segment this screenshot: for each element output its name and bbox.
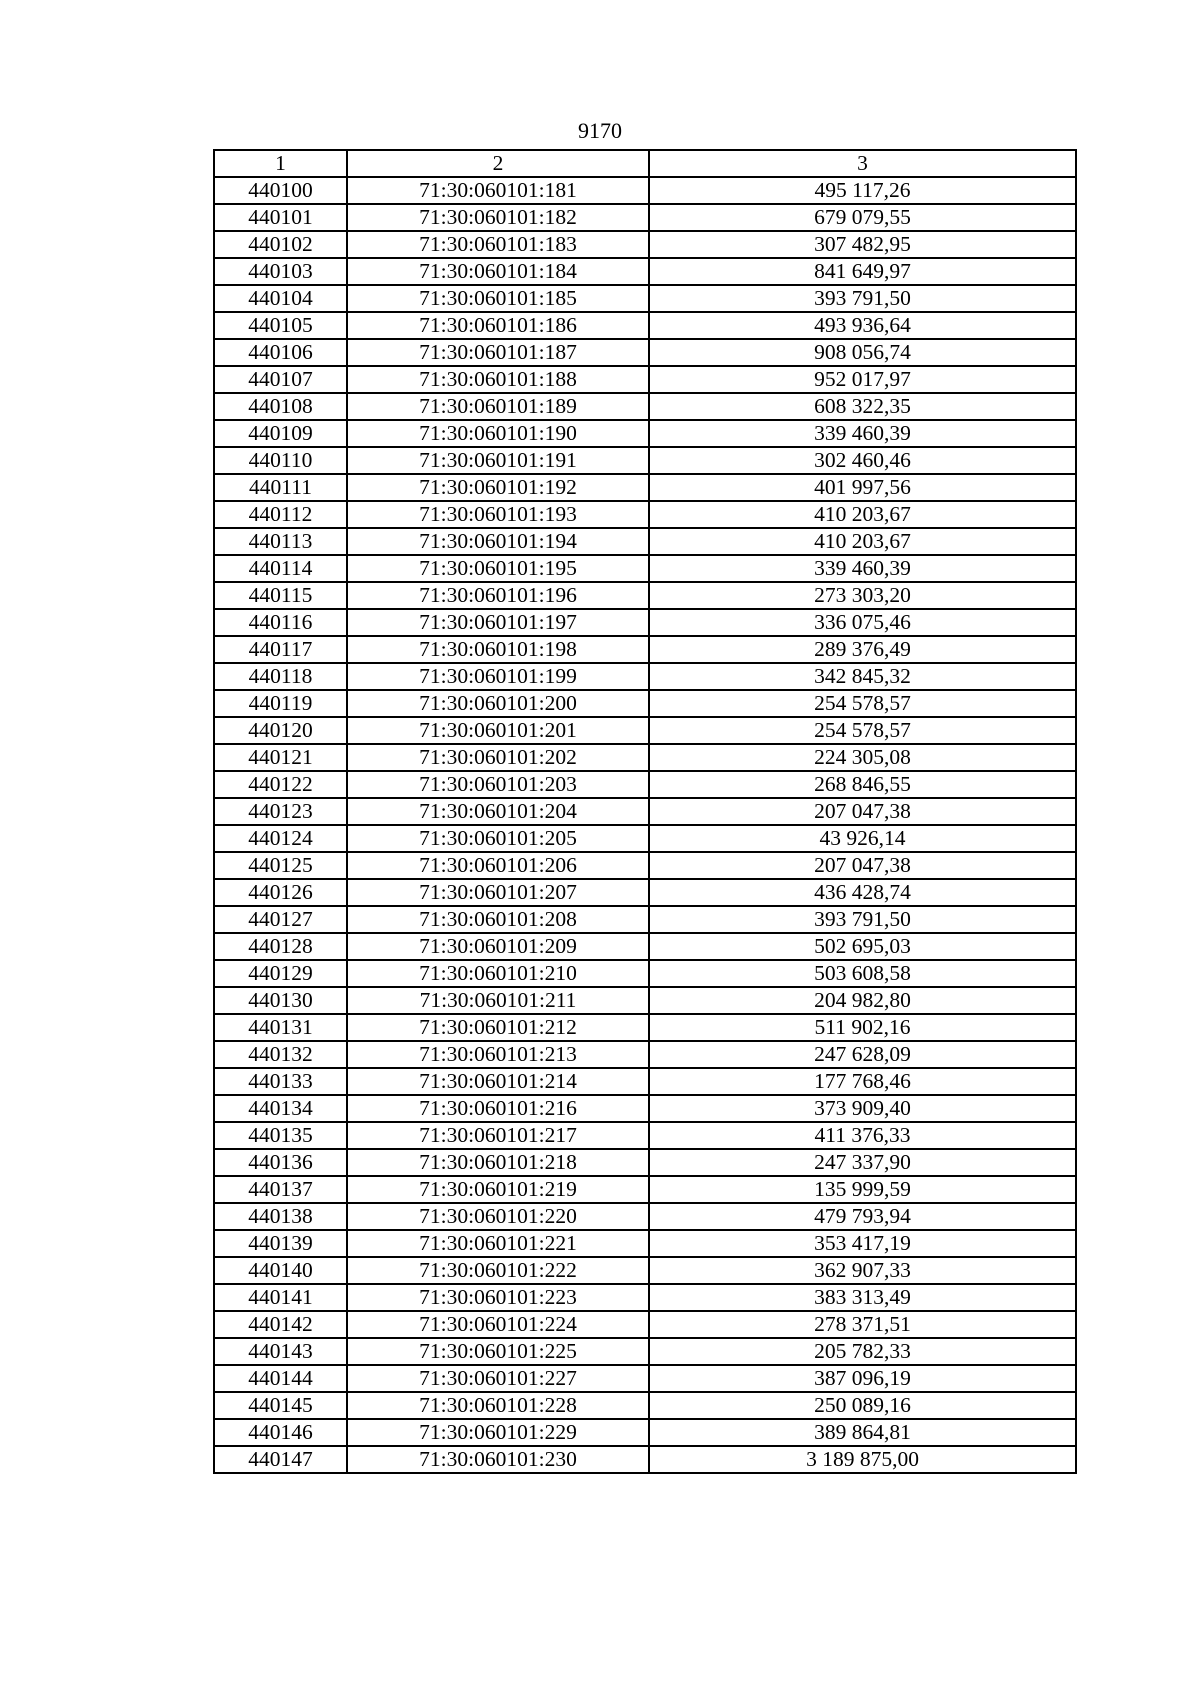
row-number-cell: 440127 (214, 906, 347, 933)
value-cell: 401 997,56 (649, 474, 1076, 501)
value-cell: 387 096,19 (649, 1365, 1076, 1392)
table-row (214, 312, 1076, 339)
value-cell: 273 303,20 (649, 582, 1076, 609)
page-number (0, 117, 1200, 145)
cadastral-number-cell: 71:30:060101:193 (347, 501, 649, 528)
table-row (214, 690, 1076, 717)
cadastral-number-cell: 71:30:060101:191 (347, 447, 649, 474)
table-row (214, 1311, 1076, 1338)
row-number-cell: 440144 (214, 1365, 347, 1392)
row-number-cell: 440107 (214, 366, 347, 393)
row-number-cell: 440104 (214, 285, 347, 312)
value-cell: 502 695,03 (649, 933, 1076, 960)
value-cell: 302 460,46 (649, 447, 1076, 474)
row-number-cell: 440115 (214, 582, 347, 609)
table-row (214, 1122, 1076, 1149)
cadastral-number-cell: 71:30:060101:211 (347, 987, 649, 1014)
table-row (214, 231, 1076, 258)
value-cell: 908 056,74 (649, 339, 1076, 366)
row-number-cell: 440105 (214, 312, 347, 339)
cadastral-number-cell: 71:30:060101:190 (347, 420, 649, 447)
table-row (214, 1095, 1076, 1122)
cadastral-number-cell: 71:30:060101:223 (347, 1284, 649, 1311)
row-number-cell: 440147 (214, 1446, 347, 1473)
value-cell: 207 047,38 (649, 798, 1076, 825)
row-number-cell: 440110 (214, 447, 347, 474)
row-number-cell: 440111 (214, 474, 347, 501)
table-row (214, 1284, 1076, 1311)
value-cell: 254 578,57 (649, 690, 1076, 717)
row-number-cell: 440133 (214, 1068, 347, 1095)
cadastral-number-cell: 71:30:060101:222 (347, 1257, 649, 1284)
value-cell: 3 189 875,00 (649, 1446, 1076, 1473)
table-row (214, 1230, 1076, 1257)
value-cell: 268 846,55 (649, 771, 1076, 798)
table-row (214, 447, 1076, 474)
cadastral-number-cell: 71:30:060101:196 (347, 582, 649, 609)
table-row (214, 1014, 1076, 1041)
value-cell: 495 117,26 (649, 177, 1076, 204)
table-row (214, 1446, 1076, 1473)
value-cell: 679 079,55 (649, 204, 1076, 231)
cadastral-number-cell: 71:30:060101:227 (347, 1365, 649, 1392)
row-number-cell: 440142 (214, 1311, 347, 1338)
table-row (214, 177, 1076, 204)
value-cell: 43 926,14 (649, 825, 1076, 852)
row-number-cell: 440112 (214, 501, 347, 528)
value-cell: 177 768,46 (649, 1068, 1076, 1095)
table-row (214, 1203, 1076, 1230)
row-number-cell: 440103 (214, 258, 347, 285)
cadastral-number-cell: 71:30:060101:212 (347, 1014, 649, 1041)
cadastral-number-cell: 71:30:060101:214 (347, 1068, 649, 1095)
table-row (214, 501, 1076, 528)
value-cell: 135 999,59 (649, 1176, 1076, 1203)
cadastral-number-cell: 71:30:060101:204 (347, 798, 649, 825)
value-cell: 436 428,74 (649, 879, 1076, 906)
cadastral-number-cell: 71:30:060101:205 (347, 825, 649, 852)
row-number-cell: 440125 (214, 852, 347, 879)
value-cell: 250 089,16 (649, 1392, 1076, 1419)
table-row (214, 609, 1076, 636)
table-row (214, 258, 1076, 285)
table-row (214, 663, 1076, 690)
table-row (214, 555, 1076, 582)
table-row (214, 1419, 1076, 1446)
table-row (214, 474, 1076, 501)
table-row (214, 204, 1076, 231)
value-cell: 608 322,35 (649, 393, 1076, 420)
cadastral-number-cell: 71:30:060101:229 (347, 1419, 649, 1446)
row-number-cell: 440135 (214, 1122, 347, 1149)
row-number-cell: 440145 (214, 1392, 347, 1419)
cadastral-number-cell: 71:30:060101:187 (347, 339, 649, 366)
value-cell: 339 460,39 (649, 555, 1076, 582)
value-cell: 411 376,33 (649, 1122, 1076, 1149)
value-cell: 952 017,97 (649, 366, 1076, 393)
row-number-cell: 440138 (214, 1203, 347, 1230)
data-table (213, 149, 1077, 1474)
cadastral-number-cell: 71:30:060101:197 (347, 609, 649, 636)
row-number-cell: 440124 (214, 825, 347, 852)
value-cell: 373 909,40 (649, 1095, 1076, 1122)
cadastral-number-cell: 71:30:060101:221 (347, 1230, 649, 1257)
table-row (214, 933, 1076, 960)
table-row (214, 636, 1076, 663)
table-row (214, 825, 1076, 852)
table-header (214, 150, 1076, 177)
table-row (214, 393, 1076, 420)
value-cell: 342 845,32 (649, 663, 1076, 690)
table-row (214, 960, 1076, 987)
table-row (214, 1392, 1076, 1419)
value-cell: 353 417,19 (649, 1230, 1076, 1257)
table-body (214, 177, 1076, 1473)
cadastral-number-cell: 71:30:060101:181 (347, 177, 649, 204)
row-number-cell: 440122 (214, 771, 347, 798)
value-cell: 362 907,33 (649, 1257, 1076, 1284)
row-number-cell: 440141 (214, 1284, 347, 1311)
value-cell: 393 791,50 (649, 906, 1076, 933)
cadastral-number-cell: 71:30:060101:224 (347, 1311, 649, 1338)
cadastral-number-cell: 71:30:060101:217 (347, 1122, 649, 1149)
cadastral-number-cell: 71:30:060101:194 (347, 528, 649, 555)
cadastral-number-cell: 71:30:060101:195 (347, 555, 649, 582)
value-cell: 511 902,16 (649, 1014, 1076, 1041)
cadastral-number-cell: 71:30:060101:208 (347, 906, 649, 933)
row-number-cell: 440139 (214, 1230, 347, 1257)
cadastral-number-cell: 71:30:060101:200 (347, 690, 649, 717)
header-cell-1: 1 (214, 150, 347, 177)
value-cell: 204 982,80 (649, 987, 1076, 1014)
row-number-cell: 440146 (214, 1419, 347, 1446)
row-number-cell: 440120 (214, 717, 347, 744)
row-number-cell: 440137 (214, 1176, 347, 1203)
value-cell: 224 305,08 (649, 744, 1076, 771)
row-number-cell: 440117 (214, 636, 347, 663)
row-number-cell: 440128 (214, 933, 347, 960)
cadastral-number-cell: 71:30:060101:219 (347, 1176, 649, 1203)
cadastral-number-cell: 71:30:060101:186 (347, 312, 649, 339)
value-cell: 247 628,09 (649, 1041, 1076, 1068)
cadastral-number-cell: 71:30:060101:183 (347, 231, 649, 258)
cadastral-number-cell: 71:30:060101:228 (347, 1392, 649, 1419)
cadastral-number-cell: 71:30:060101:198 (347, 636, 649, 663)
value-cell: 479 793,94 (649, 1203, 1076, 1230)
header-cell-3: 3 (649, 150, 1076, 177)
value-cell: 389 864,81 (649, 1419, 1076, 1446)
row-number-cell: 440118 (214, 663, 347, 690)
value-cell: 207 047,38 (649, 852, 1076, 879)
row-number-cell: 440106 (214, 339, 347, 366)
cadastral-number-cell: 71:30:060101:192 (347, 474, 649, 501)
table-row (214, 906, 1076, 933)
table-row (214, 798, 1076, 825)
table-row (214, 879, 1076, 906)
row-number-cell: 440114 (214, 555, 347, 582)
header-row (214, 150, 1076, 177)
row-number-cell: 440123 (214, 798, 347, 825)
table-row (214, 717, 1076, 744)
row-number-cell: 440109 (214, 420, 347, 447)
cadastral-number-cell: 71:30:060101:225 (347, 1338, 649, 1365)
cadastral-number-cell: 71:30:060101:188 (347, 366, 649, 393)
cadastral-number-cell: 71:30:060101:182 (347, 204, 649, 231)
row-number-cell: 440126 (214, 879, 347, 906)
row-number-cell: 440132 (214, 1041, 347, 1068)
table-row (214, 987, 1076, 1014)
row-number-cell: 440116 (214, 609, 347, 636)
table-row (214, 366, 1076, 393)
value-cell: 278 371,51 (649, 1311, 1076, 1338)
row-number-cell: 440129 (214, 960, 347, 987)
row-number-cell: 440113 (214, 528, 347, 555)
row-number-cell: 440136 (214, 1149, 347, 1176)
row-number-cell: 440101 (214, 204, 347, 231)
cadastral-number-cell: 71:30:060101:230 (347, 1446, 649, 1473)
cadastral-number-cell: 71:30:060101:218 (347, 1149, 649, 1176)
table-row (214, 528, 1076, 555)
cadastral-number-cell: 71:30:060101:189 (347, 393, 649, 420)
table-row (214, 744, 1076, 771)
cadastral-number-cell: 71:30:060101:201 (347, 717, 649, 744)
value-cell: 841 649,97 (649, 258, 1076, 285)
value-cell: 205 782,33 (649, 1338, 1076, 1365)
cadastral-number-cell: 71:30:060101:184 (347, 258, 649, 285)
table-row (214, 582, 1076, 609)
value-cell: 254 578,57 (649, 717, 1076, 744)
row-number-cell: 440134 (214, 1095, 347, 1122)
value-cell: 410 203,67 (649, 501, 1076, 528)
value-cell: 493 936,64 (649, 312, 1076, 339)
cadastral-number-cell: 71:30:060101:220 (347, 1203, 649, 1230)
cadastral-number-cell: 71:30:060101:202 (347, 744, 649, 771)
row-number-cell: 440131 (214, 1014, 347, 1041)
table-row (214, 1257, 1076, 1284)
table-row (214, 1068, 1076, 1095)
value-cell: 383 313,49 (649, 1284, 1076, 1311)
row-number-cell: 440100 (214, 177, 347, 204)
value-cell: 247 337,90 (649, 1149, 1076, 1176)
value-cell: 289 376,49 (649, 636, 1076, 663)
table-row (214, 1338, 1076, 1365)
cadastral-number-cell: 71:30:060101:210 (347, 960, 649, 987)
table-row (214, 1041, 1076, 1068)
value-cell: 393 791,50 (649, 285, 1076, 312)
value-cell: 339 460,39 (649, 420, 1076, 447)
cadastral-number-cell: 71:30:060101:203 (347, 771, 649, 798)
table-row (214, 852, 1076, 879)
table-row (214, 1149, 1076, 1176)
table-row (214, 285, 1076, 312)
cadastral-number-cell: 71:30:060101:185 (347, 285, 649, 312)
value-cell: 336 075,46 (649, 609, 1076, 636)
cadastral-number-cell: 71:30:060101:206 (347, 852, 649, 879)
row-number-cell: 440140 (214, 1257, 347, 1284)
cadastral-number-cell: 71:30:060101:213 (347, 1041, 649, 1068)
cadastral-number-cell: 71:30:060101:216 (347, 1095, 649, 1122)
cadastral-number-cell: 71:30:060101:207 (347, 879, 649, 906)
row-number-cell: 440119 (214, 690, 347, 717)
row-number-cell: 440121 (214, 744, 347, 771)
value-cell: 503 608,58 (649, 960, 1076, 987)
row-number-cell: 440143 (214, 1338, 347, 1365)
table-row (214, 771, 1076, 798)
page-number-text: 9170 (578, 118, 622, 143)
row-number-cell: 440102 (214, 231, 347, 258)
cadastral-number-cell: 71:30:060101:199 (347, 663, 649, 690)
table-row (214, 1365, 1076, 1392)
header-cell-2: 2 (347, 150, 649, 177)
table-row (214, 1176, 1076, 1203)
cadastral-number-cell: 71:30:060101:209 (347, 933, 649, 960)
row-number-cell: 440130 (214, 987, 347, 1014)
value-cell: 410 203,67 (649, 528, 1076, 555)
value-cell: 307 482,95 (649, 231, 1076, 258)
table-row (214, 420, 1076, 447)
row-number-cell: 440108 (214, 393, 347, 420)
table-row (214, 339, 1076, 366)
